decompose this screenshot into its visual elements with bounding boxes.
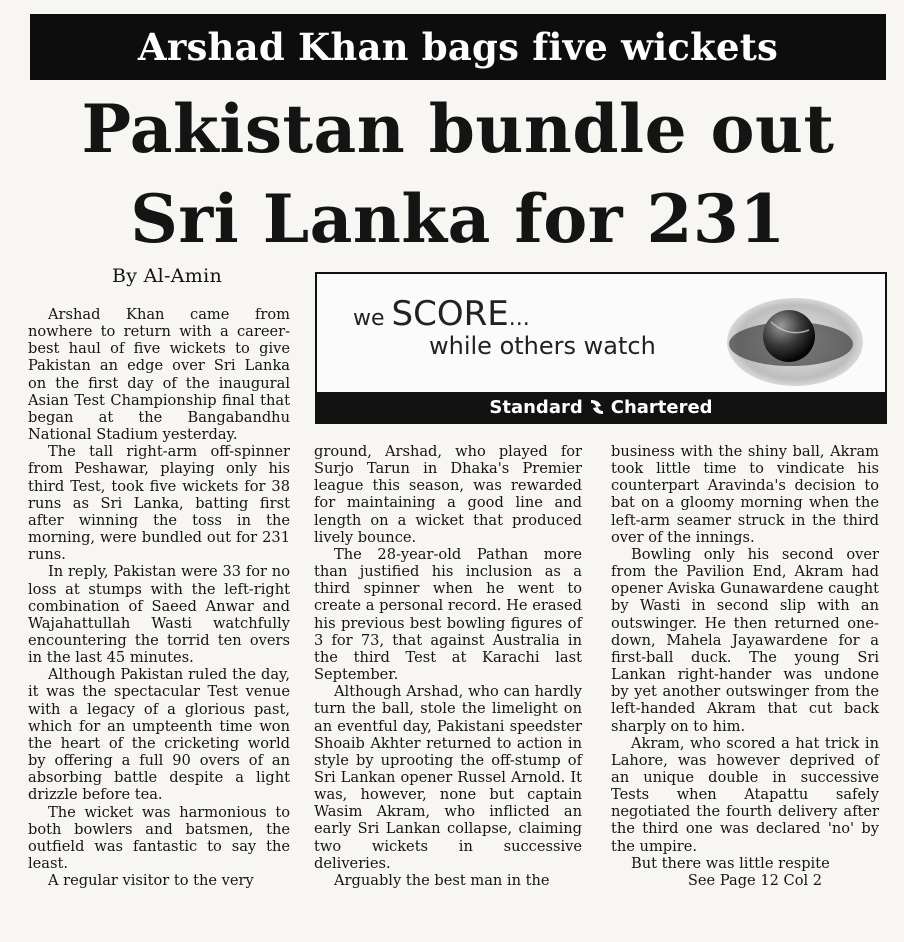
headline [30,84,886,264]
paragraph: Bowling only his second over from the Pavilion End, Akram had opener Aviska Gunawardene caught by Wasti in second slip with an outswinger. He then returned one-down, Mahela Jayawardene for a first-ball duck. The young Sri Lankan right-hander was undone by yet another outswinger from the left-handed Akram that cut back sharply on to him. [611,545,879,735]
ad-brand-left: Standard [489,396,583,418]
paragraph: But there was little respite [631,854,830,872]
byline: By Al-Amin [112,265,223,287]
article-column-2 [314,443,582,889]
paragraph: Akram, who scored a hat trick in Lahore, was however deprived of an unique double in successive Tests when Atapattu safely negotiated the fourth delivery after the third one was declared 'no' by the umpire. [611,734,879,855]
headline-line-2: Sri Lanka for 231 [130,180,786,258]
paragraph: ground, Arshad, who played for Surjo Tarun in Dhaka's Premier league this season, was rewarded for maintaining a good line and length on a wicket that produced lively bounce. [314,443,582,546]
paragraph: The wicket was harmonious to both bowlers and batsmen, the outfield was fantastic to say the least. [28,803,290,872]
paragraph: The 28-year-old Pathan more than justified his inclusion as a third spinner when he went to create a personal record. He erased his previous best bowling figures of 3 for 73, that against Australia in the third Test at Karachi last September. [314,545,582,684]
ad-slogan-prefix: we [353,306,392,331]
headline-line-1: Pakistan bundle out [81,90,835,168]
paragraph: The tall right-arm off-spinner from Peshawar, playing only his third Test, took five wickets for 38 runs as Sri Lanka, batting first after winning the toss in the morning, were bundled out for 231 runs. [28,443,290,564]
paragraph: Although Arshad, who can hardly turn the ball, stole the limelight on an eventful day, Pakistani speedster Shoaib Akhter returned to action in style by uprooting the off-stump of Sri Lankan opener Russel Arnold. It was, however, none but captain Wasim Akram, who inflicted an early Sri Lankan collapse, claiming two wickets in successive deliveries. [314,683,582,872]
paragraph: Although Pakistan ruled the day, it was the spectacular Test venue with a legacy of a glorious past, which for an umpteenth time won the heart of the cricketing world by offering a full 90 overs of an absorbing battle despite a light drizzle before tea. [28,666,290,804]
article-column-1 [28,306,290,889]
paragraph: In reply, Pakistan were 33 for no loss at stumps with the left-right combination of Saeed Anwar and Wajahattullah Wasti watchfully encountering the torrid ten overs in the last 45 minutes. [28,563,290,667]
ad-slogan-line-1 [353,294,530,334]
ad-brand-bar [317,392,885,422]
article-column-3 [611,443,879,889]
paragraph: A regular visitor to the very [48,872,254,890]
advertisement [315,272,887,424]
standard-chartered-logo-icon [587,397,607,417]
kicker-banner [30,14,886,80]
kicker-text: Arshad Khan bags five wickets [137,25,779,69]
paragraph: Arshad Khan came from nowhere to return with a career-best haul of five wickets to give Pakistan an edge over Sri Lanka on the first day of the inaugural Asian Test Championship final that began at the Bangabandhu National Stadium yesterday. [28,306,290,444]
ad-slogan-score: SCORE [391,294,509,334]
cricket-ball-icon [725,292,865,388]
ad-brand-right: Chartered [610,396,713,418]
continued-on-page-link[interactable]: See Page 12 Col 2 [687,871,823,889]
paragraph: business with the shiny ball, Akram took little time to vindicate his counterpart Aravinda's decision to bat on a gloomy morning when the left-arm seamer struck in the third over of the innings. [611,443,879,546]
ad-slogan-ellipsis: ... [508,306,530,331]
paragraph: Arguably the best man in the [334,871,550,889]
ad-slogan-line-2: while others watch [429,332,656,360]
